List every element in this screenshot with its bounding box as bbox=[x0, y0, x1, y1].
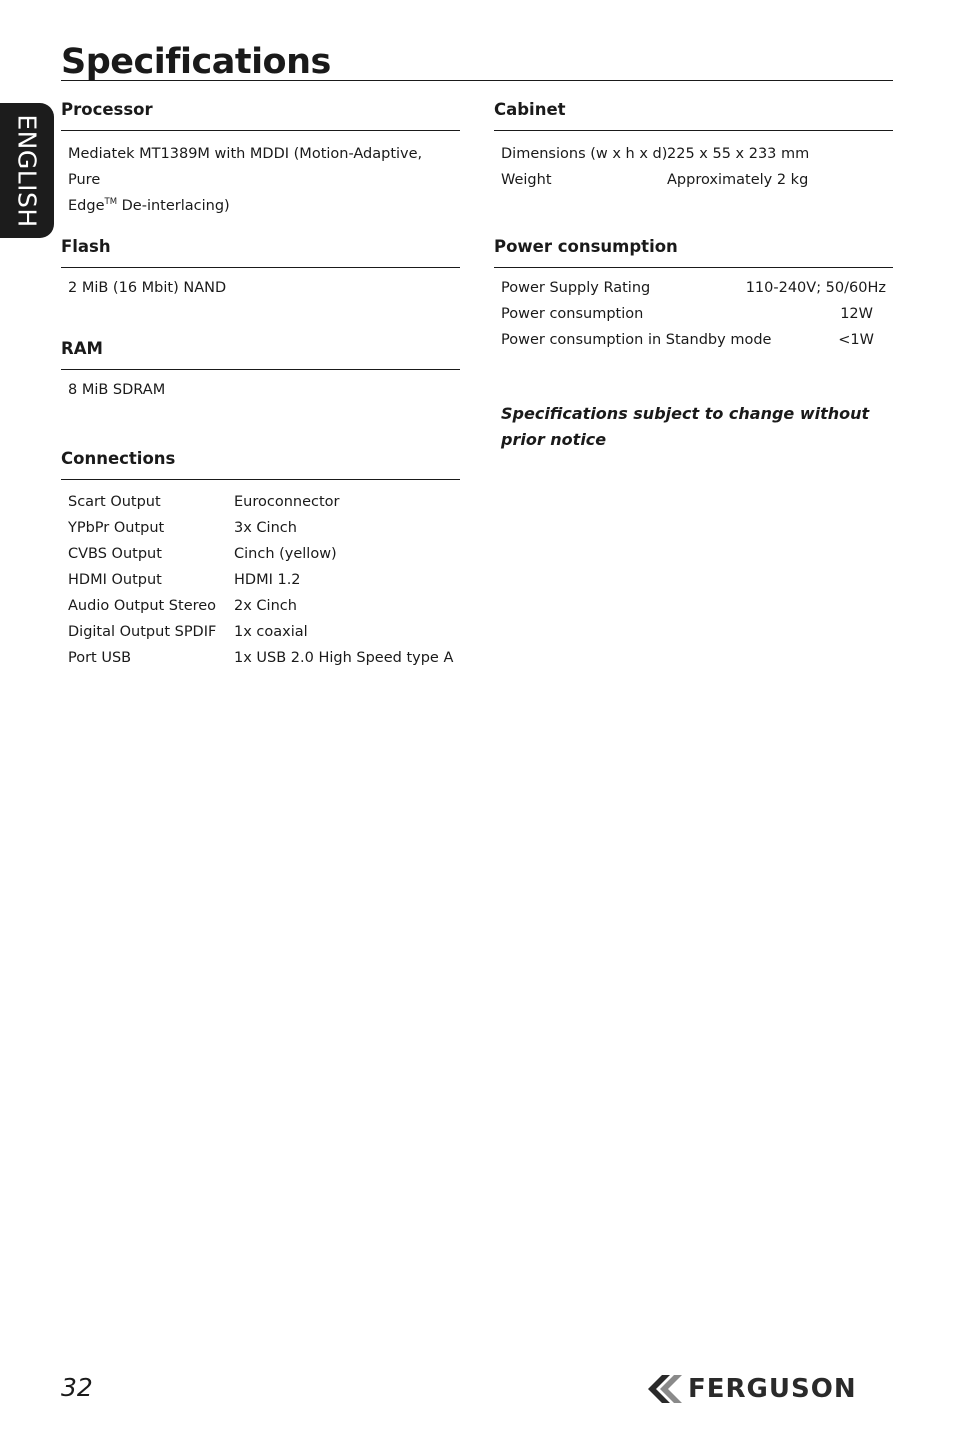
trademark-mark: TM bbox=[104, 197, 118, 208]
spec-label: Power consumption bbox=[501, 306, 644, 322]
spec-row bbox=[501, 275, 886, 301]
spec-value: <1W bbox=[838, 332, 874, 348]
flash-section bbox=[61, 236, 460, 301]
spec-label: HDMI Output bbox=[68, 572, 162, 588]
spec-value: Cinch (yellow) bbox=[234, 546, 337, 562]
spec-label: YPbPr Output bbox=[68, 520, 165, 536]
spec-label: Weight bbox=[501, 172, 552, 188]
spec-value: 12W bbox=[840, 306, 873, 322]
page-number: 32 bbox=[61, 1373, 93, 1402]
language-tab-label: ENGLISH bbox=[12, 113, 42, 228]
ram-section bbox=[61, 338, 460, 403]
spec-row bbox=[68, 593, 453, 619]
ram-value: 8 MiB SDRAM bbox=[68, 382, 166, 398]
ram-heading: RAM bbox=[61, 339, 103, 358]
cabinet-section bbox=[494, 99, 893, 193]
spec-row bbox=[501, 327, 886, 353]
power-heading: Power consumption bbox=[494, 237, 678, 256]
spec-label: Dimensions (w x h x d) bbox=[501, 146, 668, 162]
brand-name: FERGUSON bbox=[688, 1374, 857, 1404]
processor-line: Edge™ De-interlacing) bbox=[68, 197, 230, 214]
page-title: Specifications bbox=[61, 42, 331, 82]
spec-label: Power Supply Rating bbox=[501, 280, 651, 296]
connections-table bbox=[61, 480, 460, 671]
cabinet-heading: Cabinet bbox=[494, 100, 566, 119]
spec-row bbox=[501, 141, 886, 167]
power-table bbox=[494, 268, 893, 353]
spec-value: Euroconnector bbox=[234, 494, 340, 510]
spec-value: 1x coaxial bbox=[234, 624, 308, 640]
spec-label: Audio Output Stereo bbox=[68, 598, 217, 614]
flash-value: 2 MiB (16 Mbit) NAND bbox=[68, 280, 227, 296]
spec-label: Power consumption in Standby mode bbox=[501, 332, 772, 348]
processor-body bbox=[61, 131, 460, 219]
spec-row bbox=[68, 619, 453, 645]
cabinet-table bbox=[494, 131, 893, 193]
ferguson-logo-icon bbox=[646, 1374, 684, 1404]
spec-value: 3x Cinch bbox=[234, 520, 297, 536]
spec-value: 1x USB 2.0 High Speed type A bbox=[234, 650, 454, 666]
spec-label: Scart Output bbox=[68, 494, 161, 510]
spec-row bbox=[68, 489, 453, 515]
spec-label: Digital Output SPDIF bbox=[68, 624, 217, 640]
language-tab bbox=[0, 103, 54, 238]
processor-heading: Processor bbox=[61, 100, 153, 119]
spec-row bbox=[68, 515, 453, 541]
title-rule bbox=[61, 80, 893, 81]
spec-row bbox=[68, 567, 453, 593]
spec-label: CVBS Output bbox=[68, 546, 162, 562]
specifications-note: Specifications subject to change without prior notice bbox=[501, 404, 870, 449]
spec-value: 2x Cinch bbox=[234, 598, 297, 614]
flash-heading: Flash bbox=[61, 237, 111, 256]
spec-value: 225 x 55 x 233 mm bbox=[667, 146, 810, 162]
power-section bbox=[494, 236, 893, 353]
spec-value: HDMI 1.2 bbox=[234, 572, 301, 588]
spec-value: 110-240V; 50/60Hz bbox=[745, 280, 886, 296]
spec-label: Port USB bbox=[68, 650, 132, 666]
spec-row bbox=[68, 645, 453, 671]
spec-value: Approximately 2 kg bbox=[667, 172, 809, 188]
spec-row bbox=[68, 541, 453, 567]
connections-heading: Connections bbox=[61, 449, 176, 468]
spec-row bbox=[501, 167, 886, 193]
processor-section bbox=[61, 99, 460, 219]
processor-line: Mediatek MT1389M with MDDI (Motion-Adaptive, Pure bbox=[68, 146, 423, 188]
spec-row bbox=[501, 301, 886, 327]
connections-section bbox=[61, 448, 460, 671]
ferguson-logo bbox=[646, 1371, 857, 1407]
